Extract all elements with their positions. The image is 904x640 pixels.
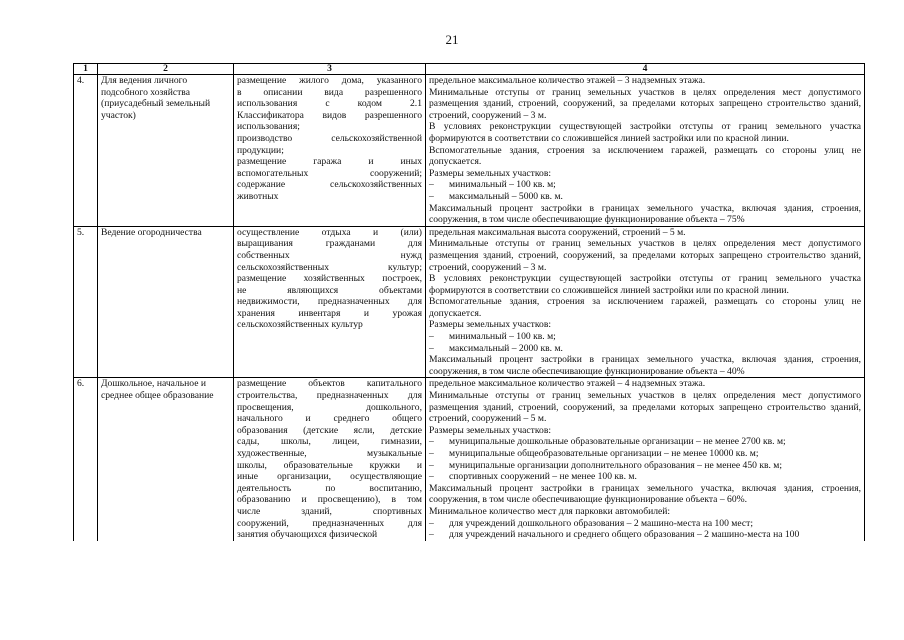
description-line: недвижимости, предназначенных для — [237, 296, 422, 308]
description-line: размещение жилого дома, указанного — [237, 75, 422, 86]
use-description — [234, 75, 426, 227]
construction-parameters — [426, 75, 865, 227]
description-line: продукции; — [237, 144, 284, 156]
description-line: образования (детские ясли, детские — [237, 424, 422, 436]
parameter-list-item: – муниципальные дошкольные образовательные организации – не менее 2700 кв. м; — [429, 436, 861, 448]
row-number: 6. — [74, 378, 98, 541]
table-header-row — [74, 64, 865, 75]
description-line: размещение объектов капитального — [237, 378, 422, 390]
description-line: художественные, музыкальные — [237, 448, 422, 459]
description-line: сооружений, предназначенных для — [237, 517, 422, 529]
parameter-list-item: – муниципальные организации дополнительного образования – не менее 450 кв. м; — [429, 460, 861, 472]
parameter-list-item: – спортивных сооружений – не менее 100 кв. м. — [429, 471, 861, 483]
description-line: использования; — [237, 121, 300, 133]
column-header: 2 — [98, 64, 234, 75]
parameter-paragraph: Минимальные отступы от границ земельных участков в целях определения мест допустимого размещения зданий, строений, сооружений, за пределами которых запрещено строительство зданий, строений, сооружений – 3 м. — [429, 86, 861, 121]
description-line: начального и среднего общего — [237, 413, 422, 425]
description-line: просвещения, дошкольного, — [237, 401, 422, 413]
description-line: иные организации, осуществляющие — [237, 471, 422, 483]
parameter-paragraph: предельная максимальная высота сооружений, строений – 5 м. — [429, 226, 686, 238]
description-line: сельскохозяйственных культур; — [237, 261, 422, 273]
table-row — [74, 75, 865, 227]
page-number: 21 — [445, 32, 459, 47]
parameter-list-item: – максимальный – 2000 кв. м. — [429, 343, 861, 355]
parameter-list-item: – минимальный – 100 кв. м; — [429, 179, 861, 191]
construction-parameters — [426, 378, 865, 541]
regulation-table — [73, 63, 865, 541]
use-description — [234, 226, 426, 378]
parameter-paragraph: Минимальное количество мест для парковки автомобилей: — [429, 505, 671, 517]
parameter-paragraph: Вспомогательные здания, строения за исключением гаражей, размещать со стороны улиц не допускается. — [429, 296, 861, 319]
description-line: содержание сельскохозяйственных — [237, 179, 422, 191]
description-line: числе зданий, спортивных — [237, 505, 422, 517]
parameter-paragraph: предельное максимальное количество этажей – 3 надземных этажа. — [429, 75, 706, 86]
column-header: 3 — [234, 64, 426, 75]
description-line: выращивания гражданами для — [237, 238, 422, 250]
parameter-list-item: – для учреждений начального и среднего общего образования – 2 машино-места на 100 — [429, 529, 861, 541]
land-use-type: Ведение огородничества — [98, 226, 234, 378]
row-number: 5. — [74, 226, 98, 378]
parameter-list-item: – максимальный – 5000 кв. м. — [429, 191, 861, 203]
description-line: животных — [237, 190, 279, 202]
parameter-paragraph: Минимальные отступы от границ земельных участков в целях определения мест допустимого размещения зданий, строений, сооружений, за пределами которых запрещено строительство зданий, строений, сооружений – 3 м. — [429, 238, 861, 273]
parameter-list-item: – муниципальные общеобразовательные организации – не менее 10000 кв. м; — [429, 448, 861, 460]
column-header: 4 — [426, 64, 865, 75]
land-use-type: Для ведения личного подсобного хозяйства (приусадебный земельный участок) — [98, 75, 234, 227]
column-header: 1 — [74, 64, 98, 75]
parameter-paragraph: В условиях реконструкции существующей застройки отступы от границ земельного участка формируются в соответствии со сложившейся линией застройки или по красной линии. — [429, 121, 861, 144]
parameter-paragraph: Максимальный процент застройки в границах земельного участка, включая здания, строения, сооружения, в том числе обеспечивающие функционирование объекта – 75% — [429, 202, 861, 226]
description-line: вспомогательных сооружений; — [237, 167, 422, 179]
description-line: размещение гаража и иных — [237, 156, 422, 168]
description-line: в описании вида разрешенного — [237, 86, 422, 98]
row-number: 4. — [74, 75, 98, 227]
description-line: школы, образовательные кружки и — [237, 459, 422, 471]
description-line: Классификатора видов разрешенного — [237, 109, 422, 121]
description-line: сельскохозяйственных культур — [237, 319, 363, 331]
parameter-paragraph: Размеры земельных участков: — [429, 319, 552, 331]
description-line: размещение хозяйственных построек, — [237, 273, 422, 285]
description-line: собственных нужд — [237, 249, 422, 261]
parameter-list-item: – минимальный – 100 кв. м; — [429, 331, 861, 343]
description-line: сады, школы, лицеи, гимназии, — [237, 436, 422, 448]
parameter-paragraph: предельное максимальное количество этажей – 4 надземных этажа. — [429, 378, 706, 390]
land-use-type: Дошкольное, начальное и среднее общее образование — [98, 378, 234, 541]
description-line: занятия обучающихся физической — [237, 529, 378, 541]
parameter-list-item: – для учреждений дошкольного образования – 2 машино-места на 100 мест; — [429, 518, 861, 530]
parameter-paragraph: Размеры земельных участков: — [429, 167, 552, 179]
parameter-paragraph: Размеры земельных участков: — [429, 424, 552, 436]
parameter-paragraph: Минимальные отступы от границ земельных участков в целях определения мест допустимого размещения зданий, строений, сооружений, за пределами которых запрещено строительство зданий, строений, сооружений – 5 м. — [429, 390, 861, 425]
table-row — [74, 226, 865, 378]
description-line: образованию и просвещению), в том — [237, 494, 422, 506]
parameter-paragraph: Максимальный процент застройки в границах земельного участка, включая здания, строения, сооружения, в том числе обеспечивающие функционирование объекта – 40% — [429, 354, 861, 377]
description-line: хранения инвентаря и урожая — [237, 307, 422, 319]
description-line: деятельность по воспитанию, — [237, 482, 422, 494]
description-line: строительства, предназначенных для — [237, 390, 422, 402]
parameter-paragraph: Вспомогательные здания, строения за исключением гаражей, размещать со стороны улиц не допускается. — [429, 144, 861, 168]
parameter-paragraph: Максимальный процент застройки в границах земельного участка, включая здания, строения, сооружения, в том числе обеспечивающие функционирование объекта – 60%. — [429, 482, 861, 506]
parameter-paragraph: В условиях реконструкции существующей застройки отступы от границ земельного участка формируются в соответствии со сложившейся линией застройки или по красной линии. — [429, 273, 861, 296]
description-line: осуществление отдыха и (или) — [237, 226, 422, 238]
description-line: производство сельскохозяйственной — [237, 132, 422, 144]
construction-parameters — [426, 226, 865, 378]
description-line: не являющихся объектами — [237, 284, 422, 296]
description-line: использования с кодом 2.1 — [237, 98, 422, 110]
table-row — [74, 378, 865, 541]
use-description — [234, 378, 426, 541]
